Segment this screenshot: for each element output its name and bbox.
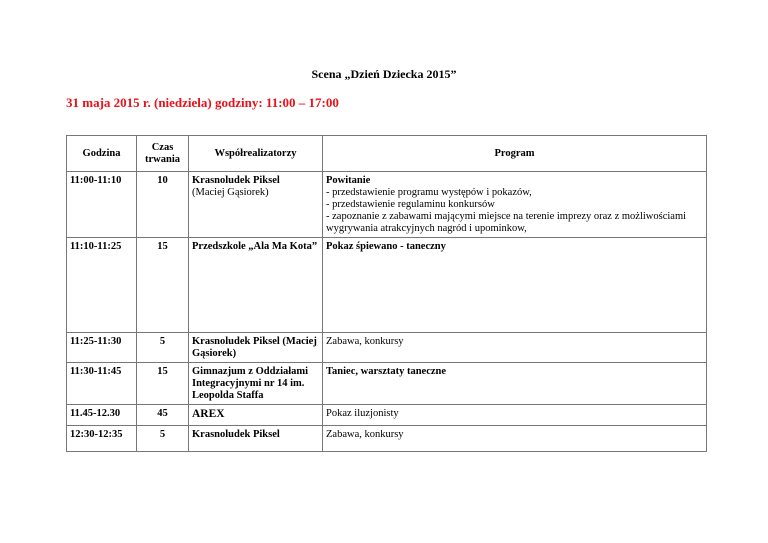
row-time: 11:10-11:25 (67, 238, 137, 333)
table-row (67, 238, 707, 333)
row-program: Taniec, warsztaty taneczne (323, 363, 707, 405)
program-line: - przedstawienie programu występów i pokazów, (326, 187, 532, 198)
program-line: - zapoznanie z zabawami mającymi miejsce na terenie imprezy oraz z możliwościami (326, 211, 687, 222)
row-partner (189, 172, 323, 238)
row-duration: 45 (137, 405, 189, 426)
table-row (67, 363, 707, 405)
table-row (67, 333, 707, 363)
header-czas-line2: trwania (145, 154, 180, 165)
header-program: Program (323, 136, 707, 172)
row-time: 11.45-12.30 (67, 405, 137, 426)
header-wspolrealizatorzy: Współrealizatorzy (189, 136, 323, 172)
table-row (67, 405, 707, 426)
row-time: 11:30-11:45 (67, 363, 137, 405)
header-czas-line1: Czas (151, 142, 174, 153)
schedule-table (66, 135, 707, 452)
table-row (67, 426, 707, 452)
program-line: wygrywania atrakcyjnych nagród i upominkow, (326, 223, 527, 234)
row-duration: 5 (137, 426, 189, 452)
row-program: Zabawa, konkursy (323, 333, 707, 363)
row-duration: 15 (137, 363, 189, 405)
row-program (323, 172, 707, 238)
partner-person: (Maciej Gąsiorek) (192, 187, 269, 198)
document-title: Scena „Dzień Dziecka 2015” (311, 67, 457, 81)
row-partner: Gimnazjum z Oddziałami Integracyjnymi nr 14 im. Leopolda Staffa (189, 363, 323, 405)
header-godzina: Godzina (67, 136, 137, 172)
row-partner: Krasnoludek Piksel (189, 426, 323, 452)
row-time: 12:30-12:35 (67, 426, 137, 452)
row-program: Zabawa, konkursy (323, 426, 707, 452)
row-duration: 10 (137, 172, 189, 238)
program-line: - przedstawienie regulaminu konkursów (326, 199, 495, 210)
partner-name: Krasnoludek Piksel (192, 175, 280, 186)
row-program: Pokaz śpiewano - taneczny (323, 238, 707, 333)
row-partner: AREX (189, 405, 323, 426)
header-czas-trwania (137, 136, 189, 172)
document-subtitle: 31 maja 2015 r. (niedziela) godziny: 11:00 – 17:00 (66, 95, 339, 110)
row-time: 11:25-11:30 (67, 333, 137, 363)
row-time: 11:00-11:10 (67, 172, 137, 238)
row-duration: 5 (137, 333, 189, 363)
row-duration: 15 (137, 238, 189, 333)
program-heading: Powitanie (326, 175, 371, 186)
table-header-row (67, 136, 707, 172)
row-partner: Krasnoludek Piksel (Maciej Gąsiorek) (189, 333, 323, 363)
row-program: Pokaz iluzjonisty (323, 405, 707, 426)
row-partner: Przedszkole „Ala Ma Kota” (189, 238, 323, 333)
table-row (67, 172, 707, 238)
